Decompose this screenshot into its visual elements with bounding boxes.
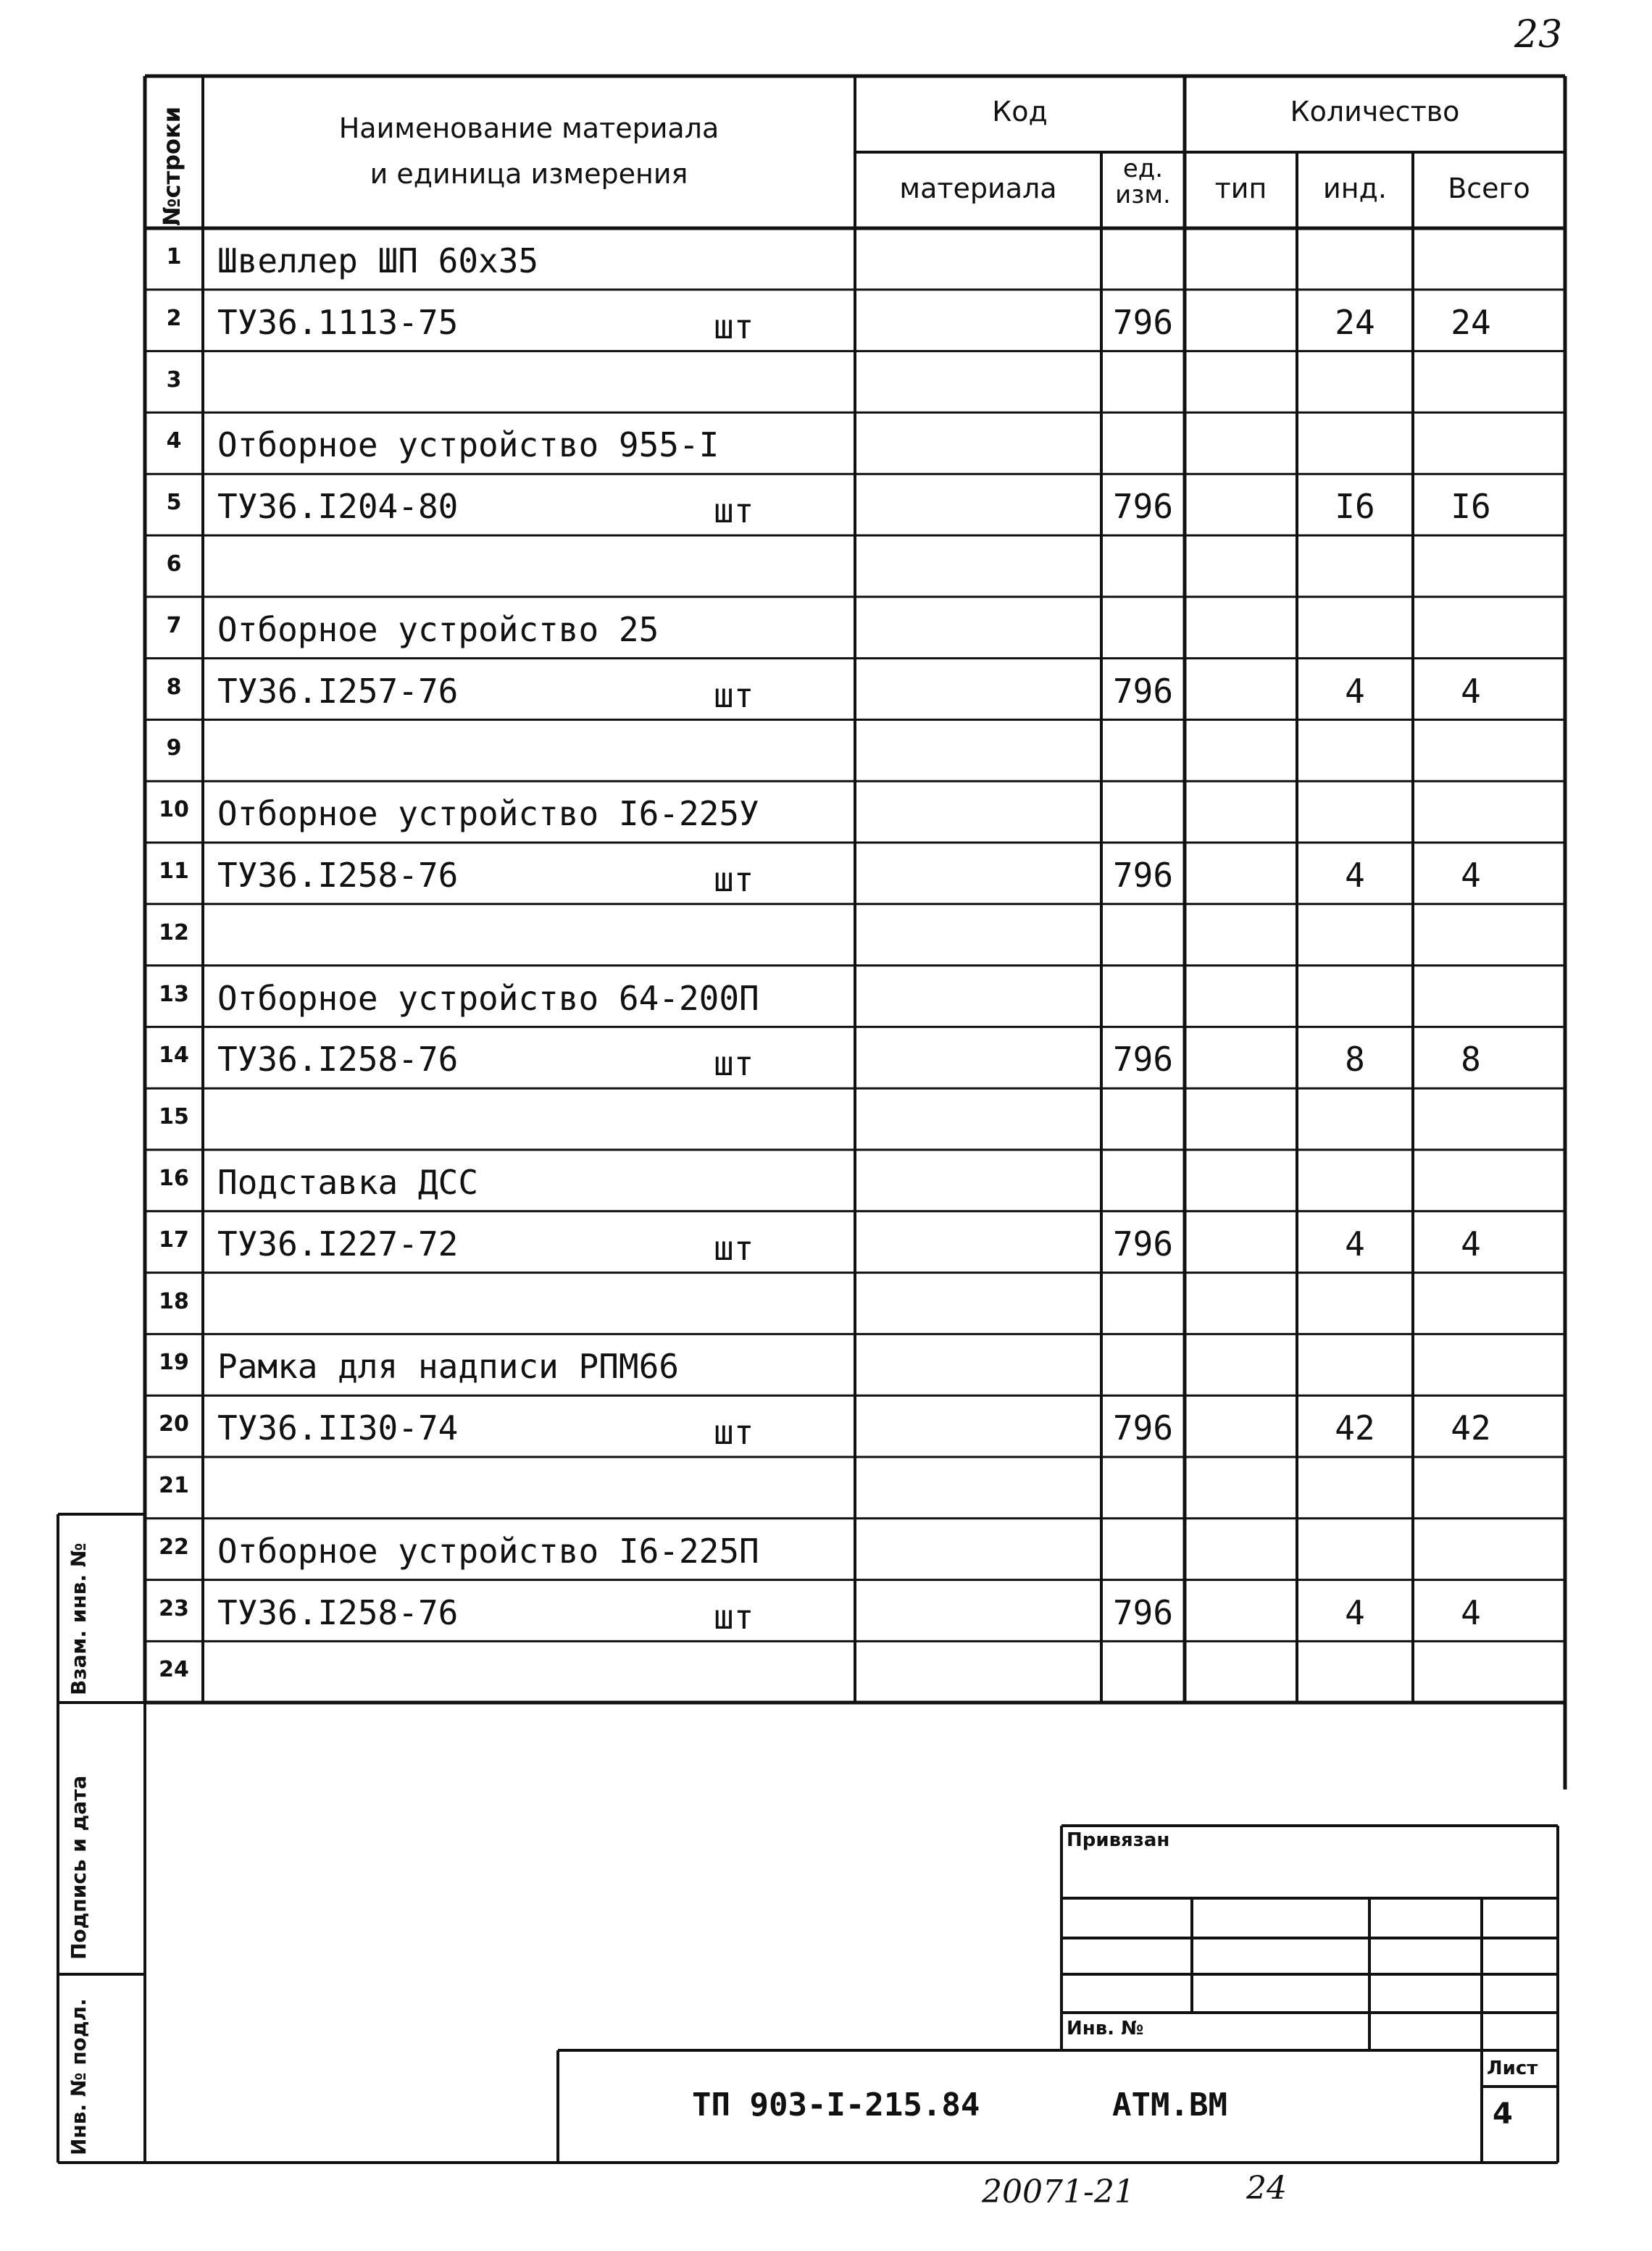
- table-row: [0, 1150, 1652, 1211]
- material-name: ТУ36.I227-72: [217, 1224, 459, 1264]
- table-row: [0, 535, 1652, 597]
- qty-total: 4: [1461, 671, 1481, 711]
- unit-name: шт: [714, 1228, 754, 1268]
- header-qty-type: тип: [1214, 172, 1267, 204]
- footer-order: 20071-21: [982, 2173, 1135, 2210]
- side-label-inv-podl: Инв. № подл.: [67, 1998, 91, 2155]
- table-row: [0, 1641, 1652, 1703]
- unit-name: шт: [714, 306, 754, 346]
- material-name: ТУ36.I204-80: [217, 487, 459, 527]
- row-number: 16: [159, 1166, 189, 1191]
- row-number: 4: [166, 428, 182, 454]
- material-name: Отборное устройство I6-225П: [217, 1531, 759, 1571]
- qty-total: 42: [1451, 1408, 1491, 1448]
- unit-code: 796: [1112, 1592, 1174, 1632]
- header-quantity: Количество: [1290, 96, 1460, 128]
- table-row: [0, 1211, 1652, 1273]
- material-name: Отборное устройство 25: [217, 609, 659, 649]
- table-row: [0, 1027, 1652, 1088]
- material-name: Отборное устройство 64-200П: [217, 978, 759, 1018]
- header-qty-ind: инд.: [1323, 172, 1387, 204]
- table-row: [0, 904, 1652, 966]
- material-name: ТУ36.I258-76: [217, 856, 459, 895]
- material-name: ТУ36.I258-76: [217, 1040, 459, 1079]
- qty-total: 8: [1461, 1040, 1481, 1079]
- stamp-inv-no: Инв. №: [1067, 2018, 1144, 2039]
- header-row-no: №строки: [158, 106, 185, 226]
- qty-total: 4: [1461, 856, 1481, 895]
- qty-total: 24: [1451, 302, 1491, 342]
- table-row: [0, 659, 1652, 720]
- row-number: 2: [166, 305, 182, 331]
- table-row: [0, 966, 1652, 1027]
- row-number: 12: [159, 919, 189, 945]
- qty-total: 4: [1461, 1224, 1481, 1264]
- table-row: [0, 1273, 1652, 1335]
- qty-total: I6: [1451, 487, 1491, 527]
- unit-code: 796: [1112, 1224, 1174, 1264]
- side-label-podpis: Подпись и дата: [67, 1775, 91, 1960]
- qty-ind: 4: [1345, 671, 1365, 711]
- stamp-list-label: Лист: [1487, 2058, 1538, 2079]
- material-name: ТУ36.I258-76: [217, 1592, 459, 1632]
- row-number: 19: [159, 1350, 189, 1376]
- unit-code: 796: [1112, 1408, 1174, 1448]
- row-number: 13: [159, 981, 189, 1007]
- row-number: 9: [166, 735, 182, 761]
- table-row: [0, 597, 1652, 659]
- unit-code: 796: [1112, 856, 1174, 895]
- table-row: [0, 1580, 1652, 1642]
- table-row: [0, 1395, 1652, 1457]
- row-number: 23: [159, 1595, 189, 1621]
- header-name-line2: и единица измерения: [370, 158, 688, 190]
- material-name: Швеллер ШП 60х35: [217, 241, 539, 280]
- unit-name: шт: [714, 1413, 754, 1453]
- material-name: Отборное устройство I6-225У: [217, 794, 759, 834]
- header-qty-total: Всего: [1448, 172, 1530, 204]
- table-row: [0, 1334, 1652, 1395]
- row-number: 1: [166, 244, 182, 270]
- unit-code: 796: [1112, 1040, 1174, 1079]
- row-number: 10: [159, 797, 189, 823]
- qty-ind: 4: [1345, 856, 1365, 895]
- stamp-doc-code: ТП 903-I-215.84: [692, 2087, 980, 2123]
- row-number: 7: [166, 612, 182, 638]
- page-number: 23: [1514, 13, 1563, 57]
- unit-code: 796: [1112, 487, 1174, 527]
- table-row: [0, 1088, 1652, 1150]
- side-label-vzam: Взам. инв. №: [67, 1542, 91, 1695]
- row-number: 8: [166, 674, 182, 700]
- table-row: [0, 1457, 1652, 1519]
- unit-name: шт: [714, 1597, 754, 1637]
- row-number: 15: [159, 1104, 189, 1130]
- row-number: 6: [166, 551, 182, 577]
- stamp-list-value: 4: [1493, 2097, 1513, 2131]
- table-row: [0, 719, 1652, 781]
- row-number: 5: [166, 490, 182, 516]
- table-row: [0, 351, 1652, 413]
- qty-ind: 4: [1345, 1592, 1365, 1632]
- material-name: ТУ36.II30-74: [217, 1408, 459, 1448]
- qty-ind: I6: [1335, 487, 1375, 527]
- unit-name: шт: [714, 1044, 754, 1084]
- table-row: [0, 290, 1652, 351]
- unit-name: шт: [714, 860, 754, 899]
- row-number: 21: [159, 1473, 189, 1498]
- header-code-unit: ед. изм.: [1115, 154, 1171, 209]
- header-code: Код: [992, 96, 1048, 128]
- row-number: 24: [159, 1657, 189, 1683]
- stamp-doc-mark: АТМ.ВМ: [1112, 2087, 1227, 2123]
- material-name: ТУ36.1113-75: [217, 302, 459, 342]
- qty-ind: 4: [1345, 1224, 1365, 1264]
- footer-page: 24: [1246, 2170, 1287, 2207]
- table-row: [0, 781, 1652, 843]
- row-number: 18: [159, 1288, 189, 1314]
- table-row: [0, 228, 1652, 290]
- row-number: 22: [159, 1534, 189, 1560]
- unit-name: шт: [714, 675, 754, 715]
- stamp-privyazan: Привязан: [1067, 1829, 1170, 1851]
- material-name: ТУ36.I257-76: [217, 671, 459, 711]
- material-name: Подставка ДСС: [217, 1163, 479, 1202]
- table-row: [0, 1519, 1652, 1580]
- unit-code: 796: [1112, 671, 1174, 711]
- row-number: 3: [166, 367, 182, 393]
- header-code-material: материала: [899, 172, 1057, 204]
- material-name: Отборное устройство 955-I: [217, 425, 719, 465]
- header-name-line1: Наименование материала: [338, 112, 719, 144]
- unit-code: 796: [1112, 302, 1174, 342]
- row-number: 20: [159, 1411, 189, 1437]
- row-number: 11: [159, 859, 189, 884]
- qty-ind: 24: [1335, 302, 1375, 342]
- qty-ind: 8: [1345, 1040, 1365, 1079]
- material-name: Рамка для надписи РПМ66: [217, 1347, 679, 1387]
- unit-name: шт: [714, 491, 754, 531]
- table-row: [0, 412, 1652, 474]
- row-number: 17: [159, 1227, 189, 1253]
- qty-total: 4: [1461, 1592, 1481, 1632]
- row-number: 14: [159, 1043, 189, 1069]
- qty-ind: 42: [1335, 1408, 1375, 1448]
- table-row: [0, 474, 1652, 535]
- table-row: [0, 843, 1652, 904]
